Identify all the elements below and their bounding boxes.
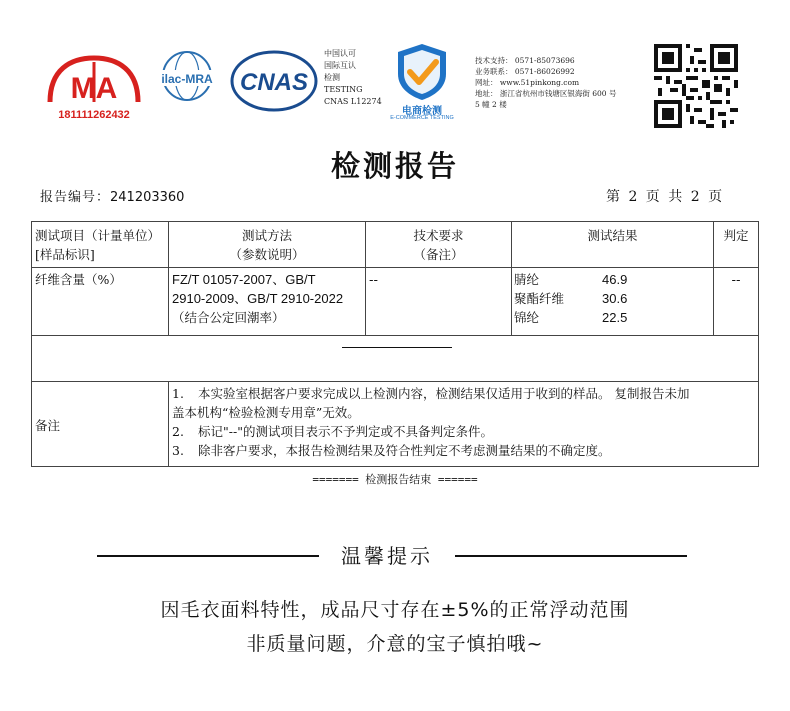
- result-fiber-value: 22.5: [602, 310, 628, 325]
- note-text: 标记"--"的测试项目表示不予判定或不具备判定条件。: [198, 424, 493, 439]
- row-method-line: FZ/T 01057-2007、GB/T: [172, 272, 316, 287]
- contact-website[interactable]: 网址： www.51pinkong.com: [475, 78, 580, 87]
- ilac-mra-logo: [152, 50, 222, 108]
- header-result: 测试结果: [587, 228, 638, 243]
- contact-address: 地址： 浙江省杭州市钱塘区银海街 600 号: [475, 89, 617, 98]
- cnas-logo-text: CNAS: [239, 69, 309, 96]
- cert-line: 中国认可: [324, 49, 356, 58]
- ecommerce-en: E-COMMERCE TESTING: [390, 115, 454, 121]
- ecommerce-cn: 电商检测: [402, 106, 442, 117]
- tip-line: 非质量问题，介意的宝子慎拍哦~: [246, 633, 544, 655]
- row-method-line: （结合公定回潮率）: [172, 310, 285, 325]
- cnas-logo: [230, 50, 318, 112]
- contact-info: [475, 55, 645, 110]
- row-item: 纤维含量（%）: [35, 272, 122, 287]
- header-item-line: [样品标识]: [35, 247, 95, 262]
- header-item-line: 测试项目（计量单位）: [35, 228, 161, 243]
- cert-line: 国际互认: [324, 61, 356, 70]
- header-verdict: 判定: [723, 228, 749, 243]
- header-req-line: （备注）: [413, 247, 464, 262]
- result-fiber-value: 46.9: [602, 272, 628, 287]
- result-fiber-name: 腈纶: [514, 272, 540, 287]
- table-divider: [32, 335, 758, 336]
- result-fiber-name: 聚酯纤维: [514, 291, 565, 306]
- result-fiber-value: 30.6: [602, 291, 628, 306]
- contact-business: 业务联系： 0571-86026992: [475, 67, 575, 76]
- tips-divider-left: [97, 555, 319, 557]
- row-requirement: --: [369, 272, 379, 287]
- note-number: 1.: [172, 386, 184, 401]
- row-method: [172, 270, 365, 327]
- note-text: 除非客户要求，本报告检测结果及符合性判定不考虑测量结果的不确定度。: [198, 443, 611, 458]
- page-info: 第 2 页 共 2 页: [606, 189, 725, 205]
- result-line: [514, 270, 710, 289]
- table-divider: [168, 381, 169, 467]
- note-text: 本实验室根据客户要求完成以上检测内容，检测结果仅适用于收到的样品。 复制报告未加: [198, 386, 690, 401]
- report-end-marker: ======= 检测报告结束 ======: [312, 473, 478, 486]
- table-divider: [32, 381, 758, 382]
- cma-phone: 181111262432: [58, 109, 130, 121]
- report-number: [40, 186, 184, 205]
- tips-title: 温馨提示: [341, 544, 433, 568]
- report-number-value: 241203360: [110, 190, 185, 205]
- cma-logo: [44, 52, 144, 124]
- tips-divider-right: [455, 555, 687, 557]
- row-method-line: 2910-2009、GB/T 2910-2022: [172, 291, 344, 306]
- row-results: [514, 270, 710, 327]
- note-2: [172, 422, 756, 441]
- notes-content: [172, 384, 756, 460]
- test-result-table: [31, 221, 759, 467]
- note-1-cont: 盖本机构“检验检测专用章”无效。: [172, 405, 360, 420]
- report-title: 检测报告: [330, 149, 459, 183]
- note-number: 3.: [172, 443, 184, 458]
- cert-line: CNAS L12274: [324, 97, 382, 106]
- tip-line: 因毛衣面料特性，成品尺寸存在±5%的正常浮动范围: [160, 599, 630, 621]
- ecommerce-testing-logo: [382, 42, 462, 124]
- result-line: [514, 308, 710, 327]
- notes-label: 备注: [35, 418, 61, 433]
- cma-logo-text: MA: [70, 72, 118, 105]
- contact-support: 技术支持： 0571-85073696: [475, 56, 575, 65]
- contact-address: 5 幢 2 楼: [475, 100, 507, 109]
- header-req-line: 技术要求: [413, 228, 464, 243]
- cert-line: 检测: [324, 73, 340, 82]
- note-1: [172, 384, 756, 403]
- result-line: [514, 289, 710, 308]
- ilac-logo-text: ilac-MRA: [161, 72, 213, 86]
- cert-line: TESTING: [324, 85, 363, 94]
- qr-code[interactable]: [654, 44, 738, 128]
- header-requirement: [366, 226, 511, 264]
- report-number-label: 报告编号：: [40, 190, 111, 205]
- cert-text: [324, 48, 390, 108]
- header-method: [169, 226, 365, 264]
- table-divider: [32, 267, 758, 268]
- result-fiber-name: 锦纶: [514, 310, 540, 325]
- blank-row-rule: [342, 347, 452, 348]
- row-verdict: --: [731, 272, 741, 287]
- header-method-line: 测试方法: [241, 228, 292, 243]
- header-method-line: （参数说明）: [229, 247, 305, 262]
- header-item: [35, 226, 167, 264]
- note-number: 2.: [172, 424, 184, 439]
- note-3: [172, 441, 756, 460]
